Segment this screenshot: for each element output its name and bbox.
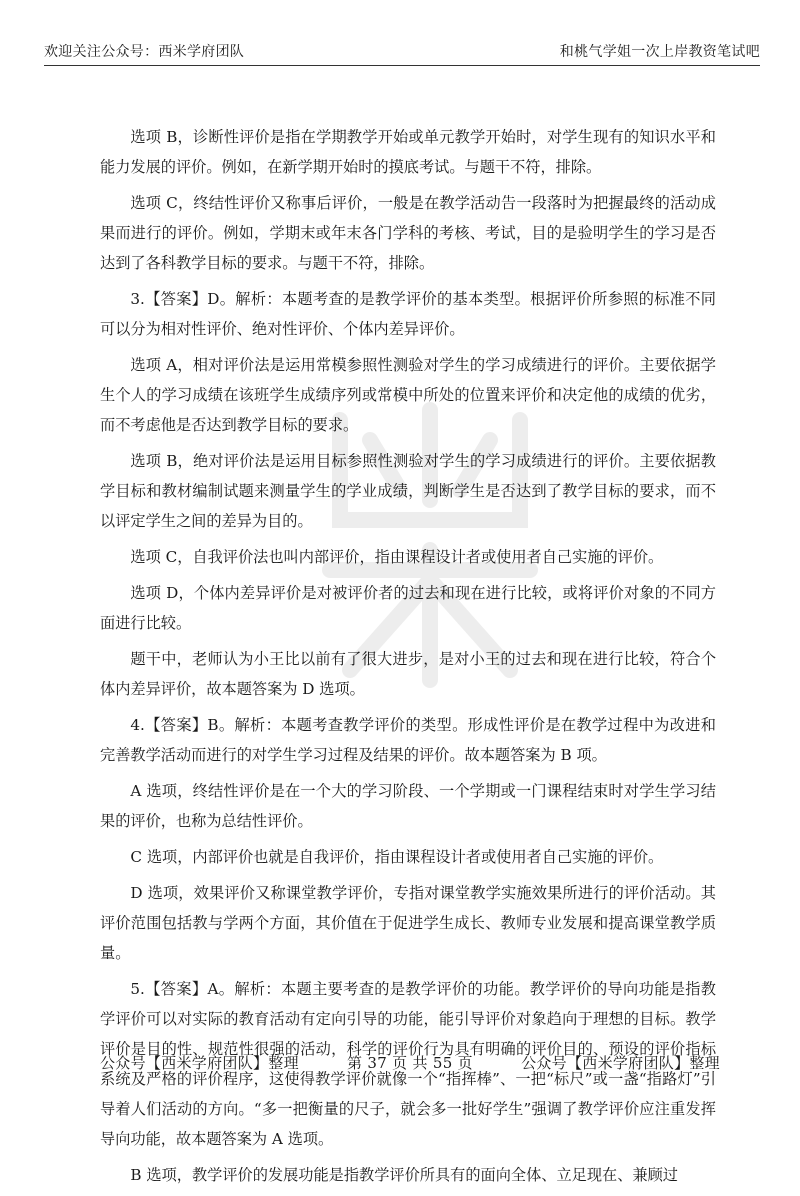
paragraph: D 选项，效果评价又称课堂教学评价，专指对课堂教学实施效果所进行的评价活动。其评价范围包括教与学两个方面，其价值在于促进学生成长、教师专业发展和提高课堂教学质量。 xyxy=(100,884,716,962)
paragraph: B 选项，教学评价的发展功能是指教学评价所具有的面向全体、立足现在、兼顾过 xyxy=(130,1166,678,1184)
paragraph: 5.【答案】A。解析：本题主要考查的是教学评价的功能。教学评价的导向功能是指教学评价可以对实际的教育活动有定向引导的功能，能引导评价对象趋向于理想的目标。教学评价是目的性、规范性很强的活动，科学的评价行为具有明确的评价目的、预设的评价指标系统及严格的评价程序，这使得教学评价就像一个“指挥棒”、一把“标尺”或一盏“指路灯”引导着人们活动的方向。“多一把衡量的尺子，就会多一批好学生”强调了教学评价应注重发挥导向功能，故本题答案为 A 选项。 xyxy=(100,980,716,1148)
paragraph: 3.【答案】D。解析：本题考查的是教学评价的基本类型。根据评价所参照的标准不同可以分为相对性评价、绝对性评价、个体内差异评价。 xyxy=(100,290,716,338)
paragraph: 选项 C，自我评价法也叫内部评价，指由课程设计者或使用者自己实施的评价。 xyxy=(130,548,664,566)
document-body xyxy=(100,122,716,1196)
paragraph: C 选项，内部评价也就是自我评价，指由课程设计者或使用者自己实施的评价。 xyxy=(130,848,664,866)
paragraph: 4.【答案】B。解析：本题考查教学评价的类型。形成性评价是在教学过程中为改进和完善教学活动而进行的对学生学习过程及结果的评价。故本题答案为 B 项。 xyxy=(100,716,716,764)
paragraph: 选项 B，绝对评价法是运用目标参照性测验对学生的学习成绩进行的评价。主要依据教学目标和教材编制试题来测量学生的学业成绩，判断学生是否达到了教学目标的要求，而不以评定学生之间的差异为目的。 xyxy=(100,452,716,530)
page-number: 第 37 页 共 55 页 xyxy=(347,1054,473,1072)
page-footer xyxy=(100,1052,720,1073)
paragraph: 题干中，老师认为小王比以前有了很大进步，是对小王的过去和现在进行比较，符合个体内差异评价，故本题答案为 D 选项。 xyxy=(100,650,716,698)
paragraph: 选项 C，终结性评价又称事后评价，一般是在教学活动告一段落时为把握最终的活动成果而进行的评价。例如，学期末或年末各门学科的考核、考试，目的是验明学生的学习是否达到了各科教学目标的要求。与题干不符，排除。 xyxy=(100,194,716,272)
page-header xyxy=(44,36,760,66)
header-left-text: 欢迎关注公众号：西米学府团队 xyxy=(44,44,245,60)
paragraph: A 选项，终结性评价是在一个大的学习阶段、一个学期或一门课程结束时对学生学习结果的评价，也称为总结性评价。 xyxy=(100,782,716,830)
header-right-text: 和桃气学姐一次上岸教资笔试吧 xyxy=(559,44,760,60)
footer-right-text: 公众号【西米学府团队】整理 xyxy=(521,1054,720,1072)
paragraph: 选项 B，诊断性评价是指在学期教学开始或单元教学开始时，对学生现有的知识水平和能力发展的评价。例如，在新学期开始时的摸底考试。与题干不符，排除。 xyxy=(100,128,716,176)
paragraph: 选项 A，相对评价法是运用常模参照性测验对学生的学习成绩进行的评价。主要依据学生个人的学习成绩在该班学生成绩序列或常模中所处的位置来评价和决定他的成绩的优劣，而不考虑他是否达到教学目标的要求。 xyxy=(100,356,716,434)
footer-left-text: 公众号【西米学府团队】整理 xyxy=(100,1054,299,1072)
paragraph: 选项 D，个体内差异评价是对被评价者的过去和现在进行比较，或将评价对象的不同方面进行比较。 xyxy=(100,584,716,632)
